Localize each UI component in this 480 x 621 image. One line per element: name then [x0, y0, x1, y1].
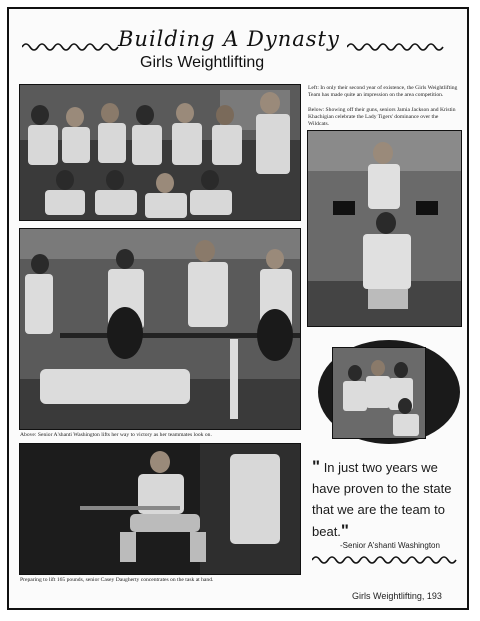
squat-lift-photo — [19, 443, 301, 575]
bench-press-photo — [19, 228, 301, 430]
caption-flex-photo: Below: Showing off their guns, seniors Jamia Jackson and Kristin Khachigian celebrate the Lady Tigers' dominance over the Wildcats. — [308, 107, 456, 127]
pull-quote — [312, 456, 462, 542]
close-quote-mark: " — [340, 521, 349, 540]
caption-squat-photo: Preparing to lift 165 pounds, senior Casey Daugherty concentrates on the task at hand. — [20, 577, 214, 583]
open-quote-mark: " — [312, 457, 321, 476]
quote-attribution: -Senior A'shanti Washington — [340, 541, 440, 550]
page-subtitle: Girls Weightlifting — [140, 54, 265, 71]
two-seniors-flexing-photo — [307, 130, 462, 327]
small-group-circle-photo — [332, 347, 426, 439]
bottom-wave-decoration — [312, 553, 458, 567]
team-group-photo — [19, 84, 301, 221]
left-wave-decoration — [22, 40, 122, 54]
page-footer: Girls Weightlifting, 193 — [352, 591, 442, 601]
page-title: Building A Dynasty — [118, 27, 340, 51]
quote-text: In just two years we have proven to the state that we are the team to beat. — [312, 460, 452, 539]
caption-team-photo: Left: In only their second year of existence, the Girls Weightlifting Team has made quite an impression on the area competition. — [308, 85, 458, 98]
right-wave-decoration — [347, 40, 447, 54]
caption-bench-photo: Above: Senior A'shanti Washington lifts her way to victory as her teammates look on. — [20, 432, 212, 438]
